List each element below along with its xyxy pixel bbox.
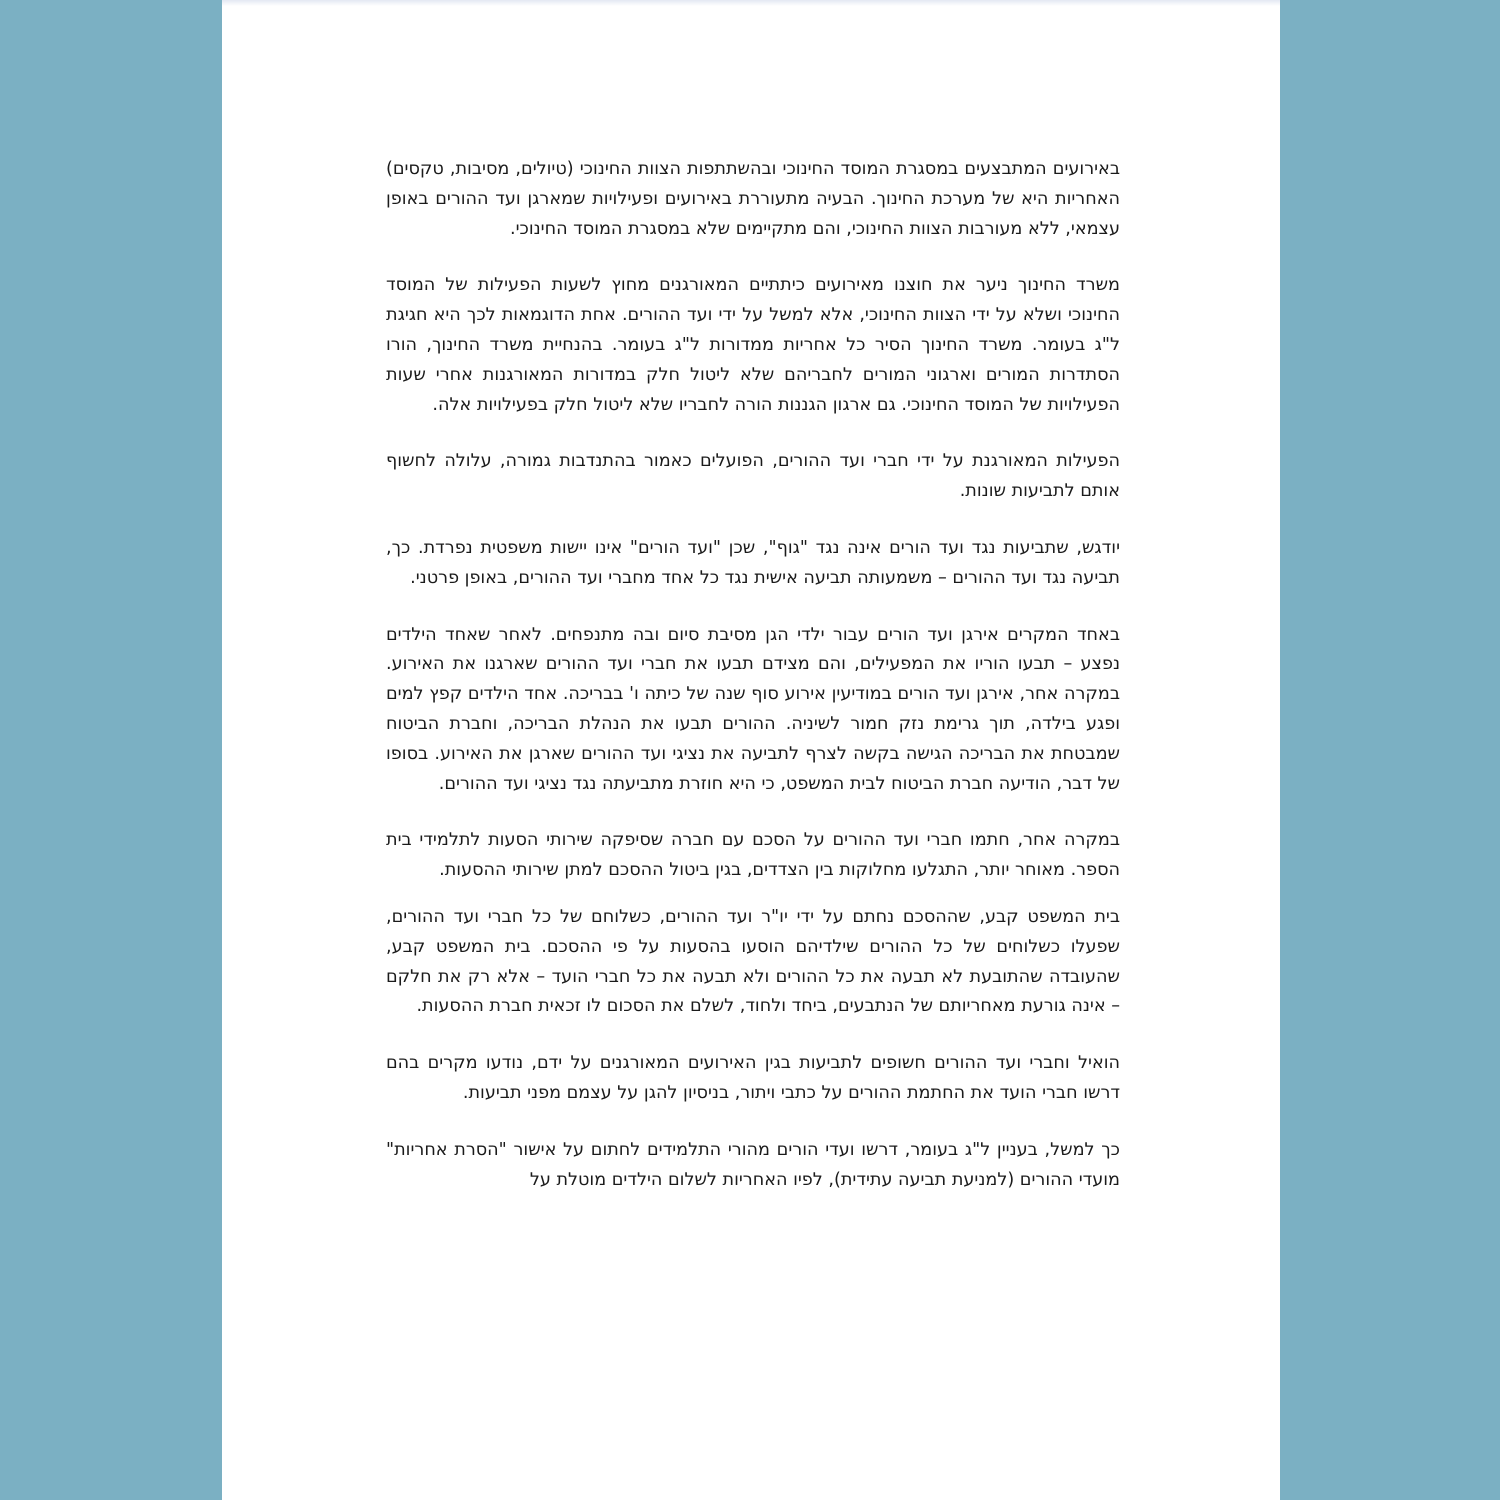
paragraph-1: באירועים המתבצעים במסגרת המוסד החינוכי ובהשתתפות הצוות החינוכי (טיולים, מסיבות, טקסים) האחריות היא של מערכת החינוך. הבעיה מתעוררת באירועים ופעילויות שמארגן ועד ההורים באופן עצמאי, ללא מעורבות הצוות החינוכי, והם מתקיימים שלא במסגרת המוסד החינוכי. <box>386 159 1120 239</box>
document-body <box>386 155 1120 1222</box>
paragraph-8: הואיל וחברי ועד ההורים חשופים לתביעות בגין האירועים המאורגנים על ידם, נודעו מקרים בהם דרשו חברי הועד את החתמת ההורים על כתבי ויתור, בניסיון להגן על עצמם מפני תביעות. <box>386 1053 1120 1103</box>
page-top-shading <box>222 0 1280 6</box>
paragraph-2: משרד החינוך ניער את חוצנו מאירועים כיתתיים המאורגנים מחוץ לשעות הפעילות של המוסד החינוכי ושלא על ידי הצוות החינוכי, אלא למשל על ידי ועד ההורים. אחת הדוגמאות לכך היא חגיגת ל"ג בעומר. משרד החינוך הסיר כל אחריות ממדורות ל"ג בעומר. בהנחיית משרד החינוך, הורו הסתדרות המורים וארגוני המורים לחבריהם שלא ליטול חלק במדורות המאורגנות אחרי שעות הפעילויות של המוסד החינוכי. גם ארגון הגננות הורה לחבריו שלא ליטול חלק בפעילויות אלה. <box>386 275 1120 415</box>
paragraph-6: במקרה אחר, חתמו חברי ועד ההורים על הסכם עם חברה שסיפקה שירותי הסעות לתלמידי בית הספר. מאוחר יותר, התגלעו מחלוקות בין הצדדים, בגין ביטול ההסכם למתן שירותי ההסעות. <box>386 830 1120 881</box>
paragraph-4: יודגש, שתביעות נגד ועד הורים אינה נגד "גוף", שכן "ועד הורים" אינו יישות משפטית נפרדת. כך, תביעה נגד ועד ההורים – משמעותה תביעה אישית נגד כל אחד מחברי ועד ההורים, באופן פרטני. <box>386 537 1120 588</box>
paragraph-9: כך למשל, בעניין ל"ג בעומר, דרשו ועדי הורים מהורי התלמידים לחתום על אישור "הסרת אחריות" מועדי ההורים (למניעת תביעה עתידית), לפיו האחריות לשלום הילדים מוטלת על <box>386 1139 1120 1190</box>
document-page <box>222 0 1280 1500</box>
paragraph-5: באחד המקרים אירגן ועד הורים עבור ילדי הגן מסיבת סיום ובה מתנפחים. לאחר שאחד הילדים נפצע – תבעו הוריו את המפעילים, והם מצידם תבעו את חברי ועד ההורים שארגנו את האירוע. במקרה אחר, אירגן ועד הורים במודיעין אירוע סוף שנה של כיתה ו' בבריכה. אחד הילדים קפץ למים ופגע בילדה, תוך גרימת נזק חמור לשיניה. ההורים תבעו את הנהלת הבריכה, וחברת הביטוח שמבטחת את הבריכה הגישה בקשה לצרף לתביעה את נציגי ועד ההורים שארגן את האירוע. בסופו של דבר, הודיעה חברת הביטוח לבית המשפט, כי היא חוזרת מתביעתה נגד נציגי ועד ההורים. <box>386 624 1120 794</box>
paragraph-3: הפעילות המאורגנת על ידי חברי ועד ההורים, הפועלים כאמור בהתנדבות גמורה, עלולה לחשוף אותם לתביעות שונות. <box>386 451 1120 502</box>
paragraph-7: בית המשפט קבע, שההסכם נחתם על ידי יו"ר ועד ההורים, כשלוחם של כל חברי ועד ההורים, שפעלו כשלוחים של כל ההורים שילדיהם הוסעו בהסעות על פי ההסכם. בית המשפט קבע, שהעובדה שהתובעת לא תבעה את כל ההורים ולא תבעה את כל חברי הועד – אלא רק את חלקם – אינה גורעת מאחריותם של הנתבעים, ביחד ולחוד, לשלם את הסכום לו זכאית חברת ההסעות. <box>386 906 1120 1017</box>
